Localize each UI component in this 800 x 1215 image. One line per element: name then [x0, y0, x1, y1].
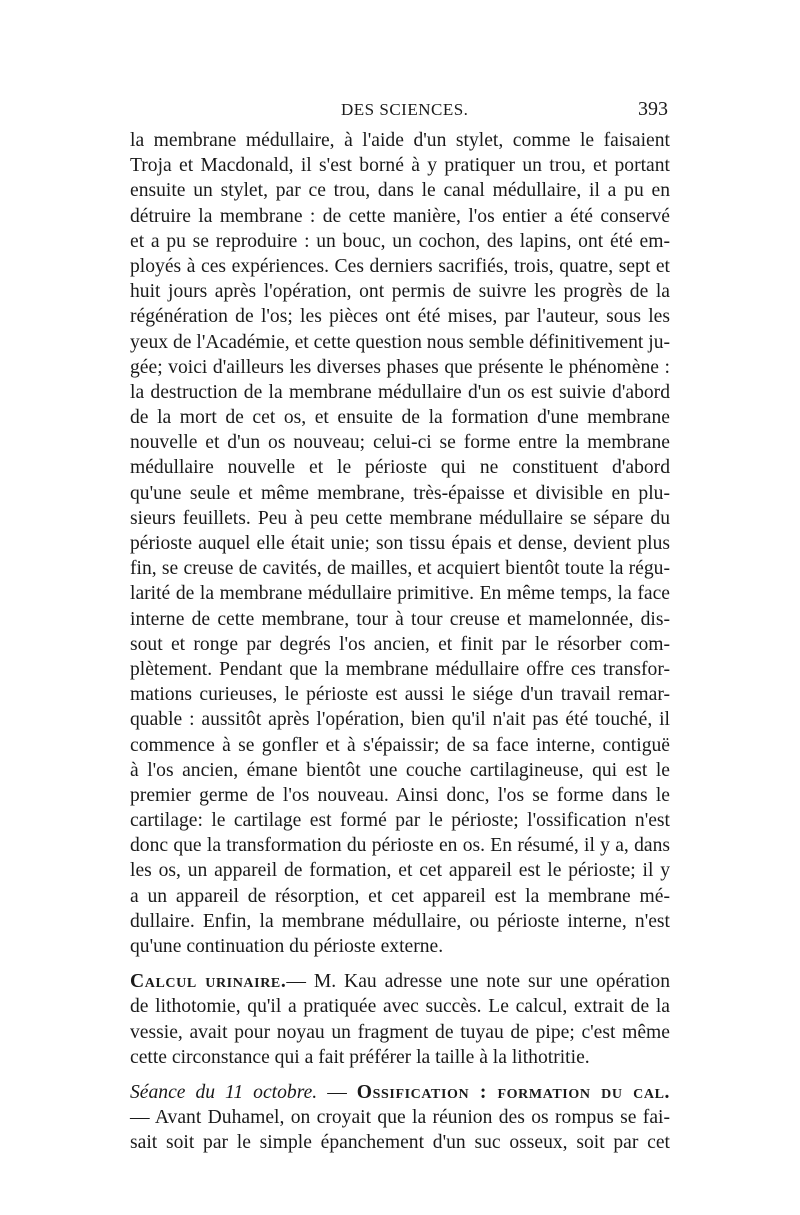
text-line: qu'une seule et même membrane, très-épaisse et divisible en plu- [130, 482, 670, 504]
paragraph-seance-ossification [130, 1080, 670, 1156]
heading-dash: — [317, 1081, 357, 1103]
text-line: vessie, avait pour noyau un fragment de tuyau de pipe; c'est même [130, 1021, 670, 1043]
running-head [130, 100, 670, 126]
text-line: donc que la transformation du périoste en os. En résumé, il y a, dans [130, 835, 670, 857]
paragraph-ossification-experiments [130, 128, 670, 959]
text-line: cette circonstance qui a fait préférer la taille à la lithotritie. [130, 1046, 590, 1068]
text-line: mations curieuses, le périoste est aussi le siége d'un travail remar- [130, 684, 670, 706]
text-line: cartilage: le cartilage est formé par le périoste; l'ossification n'est [130, 810, 670, 832]
text-line: sieurs feuillets. Peu à peu cette membrane médullaire se sépare du [130, 507, 670, 529]
text-line: quable : aussitôt après l'opération, bien qu'il n'ait pas été touché, il [130, 709, 670, 731]
text-line: dullaire. Enfin, la membrane médullaire, ou périoste interne, n'est [130, 910, 670, 932]
text-line: Troja et Macdonald, il s'est borné à y pratiquer un trou, et portant [130, 155, 670, 177]
text-line: qu'une continuation du périoste externe. [130, 936, 444, 957]
text-line: les os, un appareil de formation, et cet appareil est le périoste; il y [130, 860, 670, 882]
session-date: Séance du 11 octobre. [130, 1081, 318, 1103]
text-line: fin, se creuse de cavités, de mailles, et acquiert bientôt toute la régu- [130, 558, 670, 580]
section-heading-ossification: Ossification : formation du cal. [356, 1081, 671, 1103]
text-line: médullaire nouvelle et le périoste qui ne constituent d'abord [130, 457, 670, 479]
body-text [130, 128, 670, 1156]
text-line: yeux de l'Académie, et cette question nous semble définitivement ju- [130, 331, 671, 353]
text-line: et a pu se reproduire : un bouc, un cochon, des lapins, ont été em- [130, 230, 670, 252]
text-line: périoste auquel elle était unie; son tissu épais et dense, devient plus [130, 533, 670, 554]
text-line: — Avant Duhamel, on croyait que la réunion des os rompus se fai- [130, 1107, 670, 1129]
text-line: premier germe de l'os nouveau. Ainsi donc, l'os se forme dans le [130, 784, 670, 806]
running-title: DES SCIENCES. [341, 100, 469, 119]
text-line: commence à se gonfler et à s'épaissir; de sa face interne, contiguë [130, 734, 670, 756]
text-line: plètement. Pendant que la membrane médullaire offre ces transfor- [130, 658, 670, 680]
text-line: sout et ronge par degrés l'os ancien, et finit par le résorber com- [130, 633, 670, 655]
text-line: à l'os ancien, émane bientôt une couche cartilagineuse, qui est le [130, 759, 670, 781]
text-line: ensuite un stylet, par ce trou, dans le canal médullaire, il a pu en [130, 180, 670, 202]
text-segment: M. Kau adresse une note sur une opération [305, 971, 670, 993]
text-line: la destruction de la membrane médullaire d'un os est suivie d'abord [130, 381, 670, 403]
text-line: ployés à ces expériences. Ces derniers sacrifiés, trois, quatre, sept et [130, 255, 670, 277]
page-number: 393 [638, 98, 668, 120]
paragraph-gap [130, 1070, 670, 1080]
text-line: interne de cette membrane, tour à tour creuse et mamelonnée, dis- [130, 608, 670, 630]
text-line [130, 969, 670, 994]
paragraph-calcul-urinaire [130, 969, 670, 1070]
section-heading-calcul-urinaire: Calcul urinaire. [130, 971, 287, 993]
text-line: gée; voici d'ailleurs les diverses phases que présente le phénomène : [130, 356, 670, 378]
paragraph-gap [130, 959, 670, 969]
text-line: larité de la membrane médullaire primitive. En même temps, la face [130, 583, 670, 605]
text-line: sait soit par le simple épanchement d'un suc osseux, soit par cet [130, 1132, 670, 1154]
text-line: huit jours après l'opération, ont permis de suivre les progrès de la [130, 281, 670, 303]
text-line: de lithotomie, qu'il a pratiquée avec succès. Le calcul, extrait de la [130, 996, 670, 1018]
text-line: la membrane médullaire, à l'aide d'un stylet, comme le faisaient [130, 130, 670, 151]
text-line: régénération de l'os; les pièces ont été mises, par l'auteur, sous les [130, 306, 670, 328]
text-line: nouvelle et d'un os nouveau; celui-ci se forme entre la membrane [130, 432, 670, 454]
text-line: de la mort de cet os, et ensuite de la formation d'une membrane [130, 407, 670, 429]
text-line: a un appareil de résorption, et cet appareil est la membrane mé- [130, 885, 670, 907]
text-line [130, 1080, 670, 1105]
text-line: détruire la membrane : de cette manière, l'os entier a été conservé [130, 205, 670, 227]
heading-dash: — [286, 971, 306, 993]
